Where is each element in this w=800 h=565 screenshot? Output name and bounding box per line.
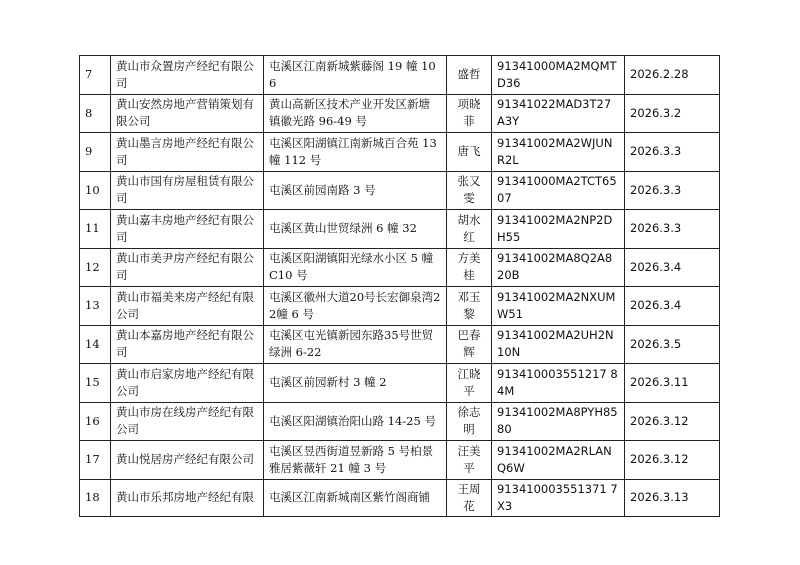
table-row	[80, 94, 720, 133]
company-address: 屯溪区黄山世贸绿洲 6 幢 32	[264, 210, 447, 249]
record-date: 2026.3.5	[625, 325, 720, 364]
company-name: 黄山本嘉房地产经纪有限公司	[111, 325, 264, 364]
row-number: 14	[80, 325, 111, 364]
company-name: 黄山市乐邦房地产经纪有限	[111, 479, 264, 516]
table-row	[80, 441, 720, 480]
credit-code: 91341000MA2MQMTD36	[492, 56, 625, 95]
row-number: 7	[80, 56, 111, 95]
row-number: 8	[80, 94, 111, 133]
record-date: 2026.3.4	[625, 287, 720, 326]
credit-code: 91341022MAD3T27A3Y	[492, 94, 625, 133]
company-address: 屯溪区屯光镇新园东路35号世贸绿洲 6-22	[264, 325, 447, 364]
row-number: 16	[80, 402, 111, 441]
record-date: 2026.3.2	[625, 94, 720, 133]
company-address: 屯溪区阳湖镇阳光绿水小区 5 幢 C10 号	[264, 248, 447, 287]
row-number: 12	[80, 248, 111, 287]
record-date: 2026.3.13	[625, 479, 720, 516]
credit-code: 91341002MA2RLANQ6W	[492, 441, 625, 480]
responsible-person: 张又雯	[447, 171, 492, 210]
responsible-person: 徐志明	[447, 402, 492, 441]
record-date: 2026.3.3	[625, 133, 720, 172]
row-number: 17	[80, 441, 111, 480]
company-address: 黄山高新区技术产业开发区新塘镇徽光路 96-49 号	[264, 94, 447, 133]
table-row	[80, 364, 720, 403]
record-date: 2026.3.3	[625, 210, 720, 249]
table-row	[80, 325, 720, 364]
responsible-person: 唐飞	[447, 133, 492, 172]
row-number: 15	[80, 364, 111, 403]
agency-registry-table	[79, 55, 720, 517]
credit-code: 91341002MA8Q2A820B	[492, 248, 625, 287]
company-name: 黄山墨言房地产经纪有限公司	[111, 133, 264, 172]
company-address: 屯溪区前园新村 3 幢 2	[264, 364, 447, 403]
company-address: 屯溪区昱西街道昱新路 5 号柏景雅居紫薇轩 21 幢 3 号	[264, 441, 447, 480]
company-name: 黄山市国有房屋租赁有限公司	[111, 171, 264, 210]
table-row	[80, 479, 720, 516]
company-address: 屯溪区江南新城紫藤阁 19 幢 106	[264, 56, 447, 95]
company-name: 黄山市启家房地产经纪有限公司	[111, 364, 264, 403]
record-date: 2026.3.12	[625, 441, 720, 480]
table-row	[80, 248, 720, 287]
company-address: 屯溪区阳湖镇江南新城百合苑 13 幢 112 号	[264, 133, 447, 172]
company-name: 黄山安然房地产营销策划有限公司	[111, 94, 264, 133]
row-number: 9	[80, 133, 111, 172]
credit-code: 91341002MA2NP2DH55	[492, 210, 625, 249]
company-name: 黄山市众置房产经纪有限公司	[111, 56, 264, 95]
row-number: 13	[80, 287, 111, 326]
credit-code: 91341002MA8PYH8580	[492, 402, 625, 441]
record-date: 2026.3.3	[625, 171, 720, 210]
credit-code: 91341000MA2TCT6507	[492, 171, 625, 210]
responsible-person: 邓玉黎	[447, 287, 492, 326]
responsible-person: 江晓平	[447, 364, 492, 403]
row-number: 10	[80, 171, 111, 210]
record-date: 2026.3.12	[625, 402, 720, 441]
responsible-person: 盛哲	[447, 56, 492, 95]
row-number: 18	[80, 479, 111, 516]
table-row	[80, 56, 720, 95]
credit-code: 91341002MA2NXUMW51	[492, 287, 625, 326]
record-date: 2026.2.28	[625, 56, 720, 95]
table-row	[80, 287, 720, 326]
table-row	[80, 171, 720, 210]
responsible-person: 汪美平	[447, 441, 492, 480]
record-date: 2026.3.11	[625, 364, 720, 403]
row-number: 11	[80, 210, 111, 249]
company-name: 黄山市房在线房产经纪有限公司	[111, 402, 264, 441]
company-name: 黄山市福美来房产经纪有限公司	[111, 287, 264, 326]
company-address: 屯溪区前园南路 3 号	[264, 171, 447, 210]
record-date: 2026.3.4	[625, 248, 720, 287]
company-address: 屯溪区江南新城南区紫竹阁商铺	[264, 479, 447, 516]
responsible-person: 项晓菲	[447, 94, 492, 133]
company-address: 屯溪区徽州大道20号长宏御泉湾22幢 6 号	[264, 287, 447, 326]
credit-code: 91341002MA2WJUNR2L	[492, 133, 625, 172]
company-name: 黄山悦居房产经纪有限公司	[111, 441, 264, 480]
table-row	[80, 402, 720, 441]
credit-code: 913410003551371 7X3	[492, 479, 625, 516]
company-name: 黄山嘉丰房地产经纪有限公司	[111, 210, 264, 249]
table-row	[80, 133, 720, 172]
company-address: 屯溪区阳湖镇治阳山路 14-25 号	[264, 402, 447, 441]
table-row	[80, 210, 720, 249]
credit-code: 913410003551217 84M	[492, 364, 625, 403]
company-name: 黄山市美尹房产经纪有限公司	[111, 248, 264, 287]
credit-code: 91341002MA2UH2N10N	[492, 325, 625, 364]
responsible-person: 方美桂	[447, 248, 492, 287]
responsible-person: 胡水红	[447, 210, 492, 249]
responsible-person: 巴春辉	[447, 325, 492, 364]
responsible-person: 王周花	[447, 479, 492, 516]
